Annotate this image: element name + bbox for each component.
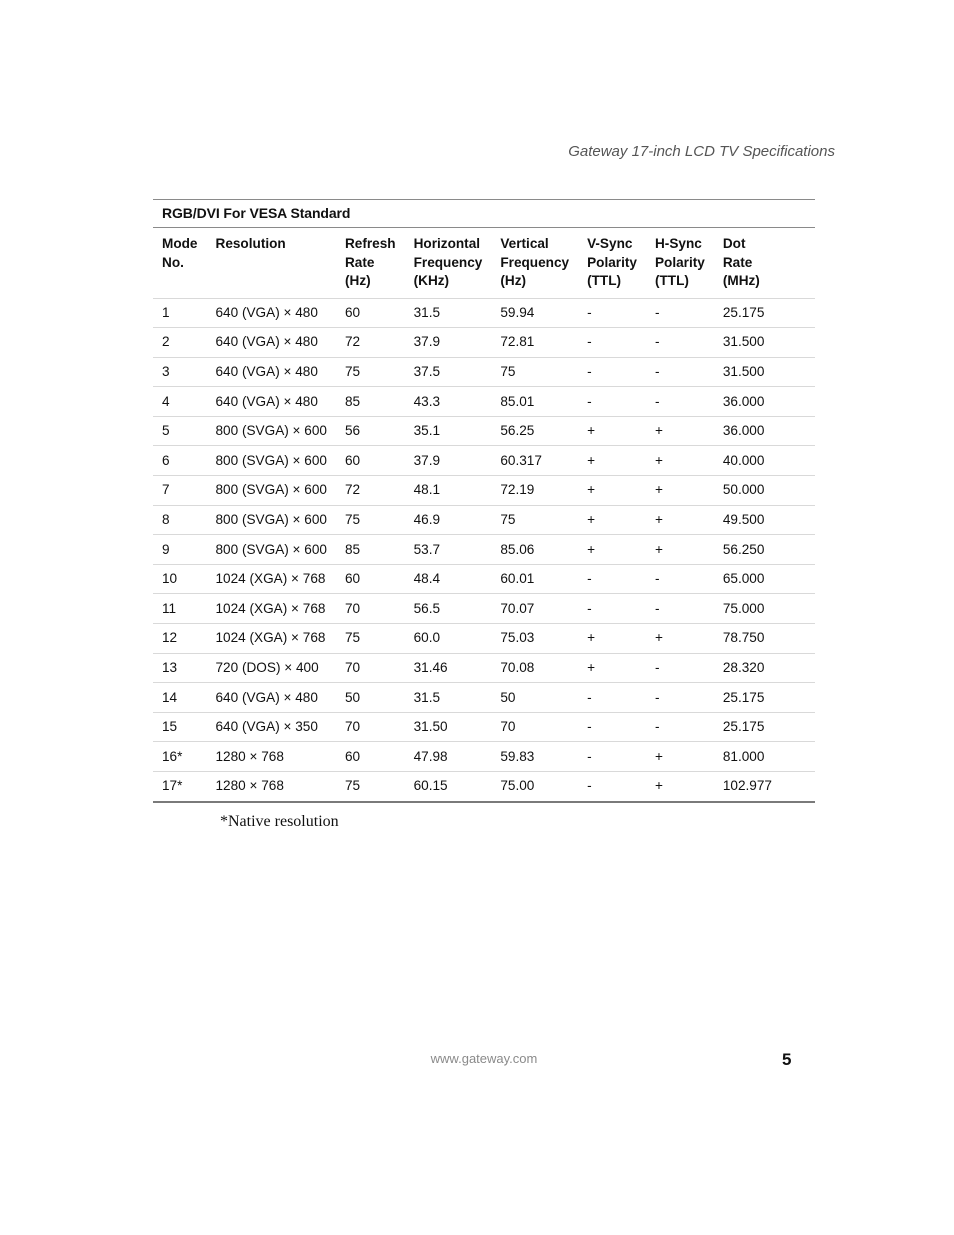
table-cell: + [578,535,646,565]
vesa-spec-table-container [153,199,815,803]
table-cell: 60 [336,742,405,772]
column-header [491,228,578,299]
table-cell: + [646,772,714,802]
table-cell: 1 [153,298,207,328]
table-cell: 70.07 [491,594,578,624]
column-header-line: Frequency [413,254,483,270]
table-cell: 17* [153,772,207,802]
table-row [153,772,815,802]
column-header-line: Refresh [344,236,396,251]
table-cell: 14 [153,683,207,713]
table-cell: 56.250 [714,535,815,565]
table-cell: 37.9 [405,446,492,476]
table-cell: 640 (VGA) × 480 [207,387,336,417]
table-cell: 53.7 [405,535,492,565]
table-cell: 720 (DOS) × 400 [207,653,336,683]
table-cell: 70 [491,712,578,742]
column-header [714,228,815,299]
table-cell: 81.000 [714,742,815,772]
table-cell: + [646,446,714,476]
table-cell: 16* [153,742,207,772]
table-cell: - [646,683,714,713]
column-header-line: Resolution [215,236,286,251]
table-cell: 1024 (XGA) × 768 [207,564,336,594]
table-cell: 31.5 [405,298,492,328]
table-cell: 37.5 [405,357,492,387]
table-cell: 59.94 [491,298,578,328]
table-cell: 85 [336,535,405,565]
table-cell: 70 [336,712,405,742]
table-cell: 3 [153,357,207,387]
table-cell: 60.0 [405,624,492,654]
table-cell: 800 (SVGA) × 600 [207,505,336,535]
table-cell: 1280 × 768 [207,742,336,772]
column-header [405,228,492,299]
table-cell: 75.00 [491,772,578,802]
column-header-line: (TTL) [587,273,622,288]
table-cell: + [578,446,646,476]
table-body [153,298,815,802]
table-cell: + [578,476,646,506]
table-cell: + [578,505,646,535]
table-cell: 28.320 [714,653,815,683]
table-cell: - [578,564,646,594]
column-header-line: No. [162,254,184,270]
table-cell: 40.000 [714,446,815,476]
table-cell: 31.50 [405,712,492,742]
table-cell: - [578,683,646,713]
table-cell: 640 (VGA) × 480 [207,357,336,387]
table-cell: + [646,505,714,535]
table-cell: 49.500 [714,505,815,535]
table-cell: 75 [336,624,405,654]
table-cell: 72.81 [491,328,578,358]
table-cell: - [646,298,714,328]
table-cell: - [646,712,714,742]
table-cell: 75.000 [714,594,815,624]
table-cell: 1024 (XGA) × 768 [207,594,336,624]
column-header-line: (MHz) [722,273,760,288]
column-header-line: Polarity [654,254,705,270]
column-header-line: Frequency [500,254,570,270]
table-cell: 31.5 [405,683,492,713]
table-cell: 25.175 [714,712,815,742]
table-cell: + [646,535,714,565]
table-cell: + [646,476,714,506]
table-cell: - [646,653,714,683]
table-cell: 60 [336,446,405,476]
table-cell: 640 (VGA) × 480 [207,683,336,713]
table-cell: 25.175 [714,683,815,713]
column-header-line: V-Sync [587,236,633,251]
table-cell: 48.1 [405,476,492,506]
table-cell: - [646,328,714,358]
table-cell: 47.98 [405,742,492,772]
table-cell: 70.08 [491,653,578,683]
table-cell: 60 [336,564,405,594]
table-cell: + [646,742,714,772]
table-cell: 50 [336,683,405,713]
table-cell: 50.000 [714,476,815,506]
column-header-line: (TTL) [654,273,689,288]
table-cell: 56 [336,416,405,446]
table-row [153,594,815,624]
table-cell: 640 (VGA) × 480 [207,298,336,328]
table-cell: - [646,594,714,624]
table-cell: 640 (VGA) × 480 [207,328,336,358]
table-cell: 800 (SVGA) × 600 [207,535,336,565]
table-cell: - [578,594,646,624]
table-title: RGB/DVI For VESA Standard [153,200,815,228]
column-header-line: Vertical [500,236,549,251]
table-cell: 8 [153,505,207,535]
table-cell: 13 [153,653,207,683]
vesa-spec-table [153,199,815,803]
table-cell: 56.5 [405,594,492,624]
column-header-line: (KHz) [413,273,450,288]
page-number: 5 [782,1050,792,1069]
table-cell: 65.000 [714,564,815,594]
table-cell: - [646,564,714,594]
table-row [153,298,815,328]
column-header-line: Rate [344,254,375,270]
table-cell: 11 [153,594,207,624]
column-header-row [153,228,815,299]
column-header-line: H-Sync [654,236,702,251]
column-header [336,228,405,299]
table-cell: 60.15 [405,772,492,802]
table-cell: 48.4 [405,564,492,594]
table-cell: + [578,416,646,446]
table-cell: 36.000 [714,387,815,417]
table-cell: - [646,357,714,387]
table-cell: - [578,712,646,742]
table-row [153,653,815,683]
table-row [153,535,815,565]
table-cell: 1024 (XGA) × 768 [207,624,336,654]
column-header [207,228,336,299]
table-cell: 800 (SVGA) × 600 [207,416,336,446]
column-header-line: Polarity [587,254,637,270]
table-row [153,357,815,387]
table-cell: - [578,742,646,772]
column-header-line: Mode [162,236,198,251]
column-header [646,228,714,299]
table-row [153,742,815,772]
table-row [153,446,815,476]
table-cell: 102.977 [714,772,815,802]
table-row [153,505,815,535]
column-header-line: (Hz) [344,273,371,288]
table-cell: 72 [336,328,405,358]
table-cell: 70 [336,594,405,624]
table-row [153,328,815,358]
table-cell: 10 [153,564,207,594]
table-row [153,387,815,417]
table-cell: 36.000 [714,416,815,446]
table-row [153,624,815,654]
table-cell: 43.3 [405,387,492,417]
table-cell: 25.175 [714,298,815,328]
table-cell: 72 [336,476,405,506]
table-cell: 75 [491,505,578,535]
table-row [153,564,815,594]
table-cell: 60.317 [491,446,578,476]
table-cell: + [578,653,646,683]
table-cell: 640 (VGA) × 350 [207,712,336,742]
table-cell: 9 [153,535,207,565]
table-cell: 72.19 [491,476,578,506]
table-row [153,476,815,506]
table-cell: + [646,624,714,654]
table-row [153,712,815,742]
table-cell: - [578,357,646,387]
table-cell: 60 [336,298,405,328]
running-header-title: Gateway 17-inch LCD TV Specifications [568,143,835,160]
table-row [153,683,815,713]
table-cell: 50 [491,683,578,713]
column-header-line: Dot [722,236,746,251]
table-cell: 75 [336,357,405,387]
table-cell: - [578,298,646,328]
table-cell: 85.06 [491,535,578,565]
table-cell: 6 [153,446,207,476]
table-cell: - [646,387,714,417]
table-cell: - [578,772,646,802]
table-cell: 70 [336,653,405,683]
table-cell: 78.750 [714,624,815,654]
footer-url: www.gateway.com [430,1051,538,1066]
column-header [153,228,207,299]
table-cell: + [646,416,714,446]
table-cell: 12 [153,624,207,654]
table-cell: 1280 × 768 [207,772,336,802]
table-cell: 35.1 [405,416,492,446]
table-cell: 31.500 [714,328,815,358]
table-cell: 59.83 [491,742,578,772]
table-cell: 75 [491,357,578,387]
table-cell: 4 [153,387,207,417]
column-header-line: Rate [722,254,753,270]
table-cell: 2 [153,328,207,358]
column-header [578,228,646,299]
table-cell: 15 [153,712,207,742]
table-cell: - [578,387,646,417]
table-cell: 85 [336,387,405,417]
table-cell: 37.9 [405,328,492,358]
table-cell: 60.01 [491,564,578,594]
table-cell: 46.9 [405,505,492,535]
table-cell: 31.500 [714,357,815,387]
table-cell: - [578,328,646,358]
table-cell: 800 (SVGA) × 600 [207,446,336,476]
column-header-line: Horizontal [413,236,481,251]
table-cell: 800 (SVGA) × 600 [207,476,336,506]
footnote: *Native resolution [220,813,339,830]
table-cell: 75.03 [491,624,578,654]
table-cell: 31.46 [405,653,492,683]
table-row [153,416,815,446]
table-cell: 7 [153,476,207,506]
table-cell: 5 [153,416,207,446]
table-cell: 85.01 [491,387,578,417]
table-cell: + [578,624,646,654]
table-cell: 75 [336,772,405,802]
table-cell: 75 [336,505,405,535]
column-header-line: (Hz) [500,273,527,288]
table-cell: 56.25 [491,416,578,446]
